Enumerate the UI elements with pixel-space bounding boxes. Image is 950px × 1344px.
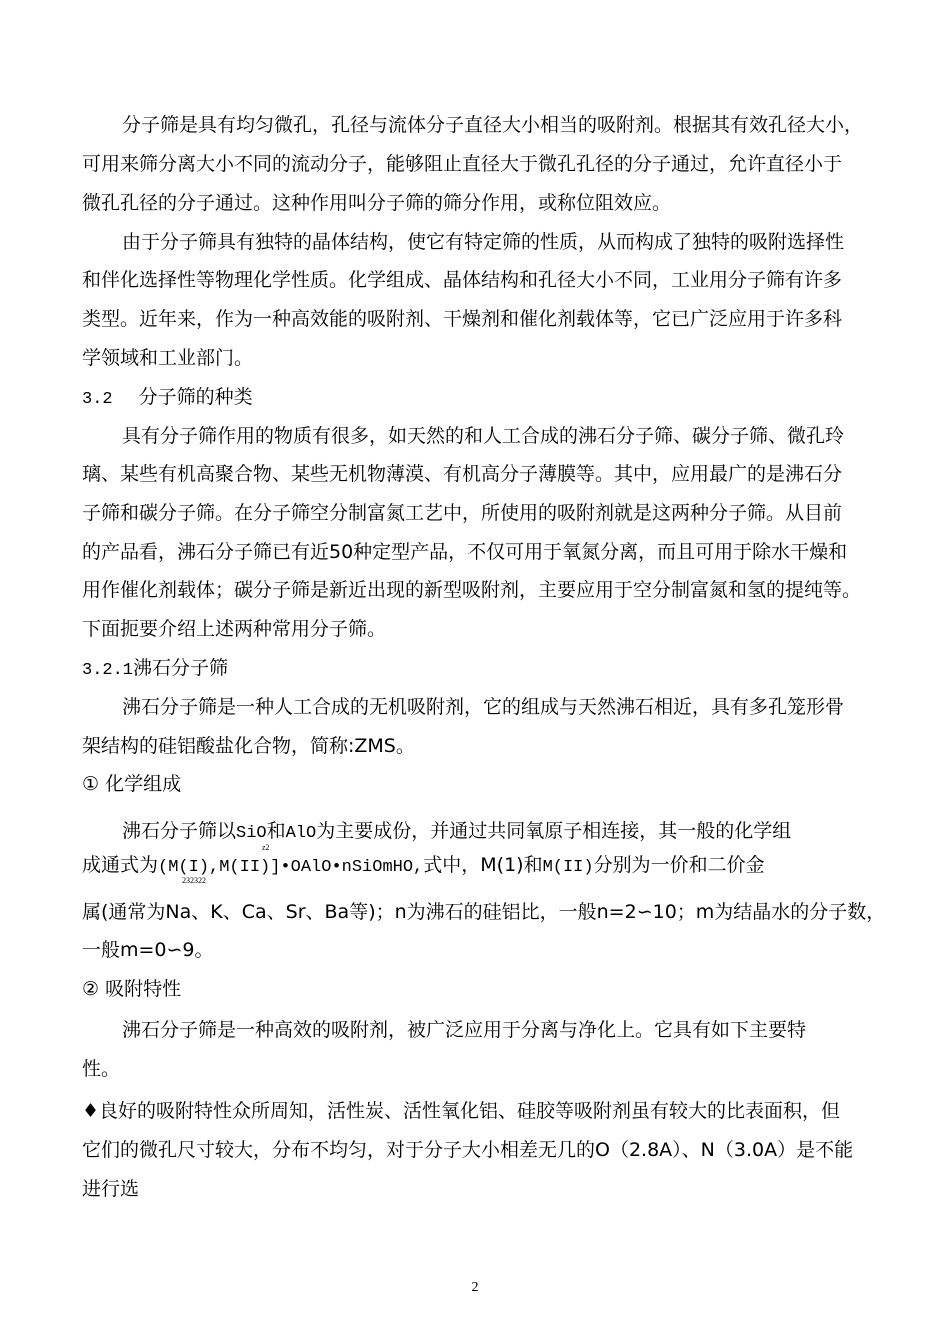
subsection-title: 沸石分子筛	[133, 657, 229, 679]
text-run: 沸石分子筛以	[122, 820, 237, 842]
paragraph-line: 下面扼要介绍上述两种常用分子筛。	[82, 618, 387, 640]
chemical-formula: AlO	[285, 824, 317, 843]
text-run: 成通式为	[82, 854, 159, 876]
paragraph-line: 一般m=0∽9。	[82, 939, 214, 961]
chemical-formula: SiO	[236, 824, 267, 843]
paragraph-line: 沸石分子筛是一种高效的吸附剂，被广泛应用于分离与净化上。它具有如下主要特	[122, 1019, 807, 1041]
list-item-heading: ② 吸附特性	[82, 978, 182, 1000]
paragraph-line: 可用来筛分离大小不同的流动分子，能够阻止直径大于微孔孔径的分子通过，允许直径小于	[82, 153, 843, 175]
text-run: 和	[266, 820, 286, 842]
subscript-text: z2	[262, 843, 270, 852]
list-item-heading: ① 化学组成	[82, 773, 182, 795]
paragraph-line: ♦良好的吸附特性众所周知，活性炭、活性氧化铝、硅胶等吸附剂虽有较大的比表面积，但	[82, 1100, 841, 1122]
paragraph-line: 具有分子筛作用的物质有很多，如天然的和人工合成的沸石分子筛、碳分子筛、微孔玲	[122, 425, 845, 447]
page-number: 2	[471, 1280, 479, 1295]
paragraph-line: 和伴化选择性等物理化学性质。化学组成、晶体结构和孔径大小不同，工业用分子筛有许多	[82, 269, 843, 291]
paragraph-line: 架结构的硅铝酸盐化合物，简称:ZMS。	[82, 735, 415, 757]
paragraph-line: 子筛和碳分子筛。在分子筛空分制富氮工艺中，所使用的吸附剂就是这两种分子筛。从目前	[82, 502, 843, 524]
subscript-text: 232322	[182, 876, 206, 885]
paragraph-line: 由于分子筛具有独特的晶体结构，使它有特定筛的性质，从而构成了独特的吸附选择性	[122, 231, 845, 253]
paragraph-line: 类型。近年来，作为一种高效能的吸附剂、干燥剂和催化剂载体等，它已广泛应用于许多科	[82, 308, 843, 330]
section-heading	[82, 384, 253, 413]
paragraph-line: 性。	[82, 1058, 121, 1080]
paragraph-line: 分子筛是具有均匀微孔，孔径与流体分子直径大小相当的吸附剂。根据其有效孔径大小，	[122, 114, 864, 136]
chemical-formula: M(II)	[542, 858, 594, 877]
text-run: 分别为一价和二价金	[593, 854, 765, 876]
paragraph-line: 璃、某些有机高聚合物、某些无机物薄漠、有机高分子薄膜等。其中，应用最广的是沸石分	[82, 463, 843, 485]
text-run: 式中，M(1)和	[423, 854, 543, 876]
paragraph-line: 学领域和工业部门。	[82, 347, 254, 369]
section-number: 3.2	[82, 390, 113, 409]
text-run: 为主要成份，并通过共同氧原子相连接，其一般的化学组	[316, 820, 792, 842]
paragraph-line: 它们的微孔尺寸较大，分布不均匀，对于分子大小相差无几的O（2.8A）、N（3.0A）是不能	[82, 1139, 854, 1161]
paragraph-line: 用作催化剂载体；碳分子筛是新近出现的新型吸附剂，主要应用于空分制富氮和氢的提纯等。	[82, 579, 862, 601]
subsection-number: 3.2.1	[82, 661, 134, 680]
paragraph-line	[122, 818, 791, 847]
section-title: 分子筛的种类	[138, 386, 253, 408]
paragraph-line: 微孔孔径的分子通过。这种作用叫分子筛的筛分作用，或称位阻效应。	[82, 192, 672, 214]
paragraph-line: 进行选	[82, 1178, 140, 1200]
paragraph-line: 的产品看，沸石分子筛已有近50种定型产品，不仅可用于氧氮分离，而且可用于除水干燥和	[82, 541, 848, 563]
paragraph-line: 属(通常为Na、K、Ca、Sr、Ba等)；n为沸石的硅铝比，一般n=2∽10；m为结晶水的分子数，	[82, 901, 886, 923]
paragraph-line: 沸石分子筛是一种人工合成的无机吸附剂，它的组成与天然沸石相近，具有多孔笼形骨	[122, 696, 845, 718]
subsection-heading	[82, 655, 228, 684]
chemical-formula: (M(I),M(II)]•OAlO•nSiOmHO,	[158, 858, 424, 877]
